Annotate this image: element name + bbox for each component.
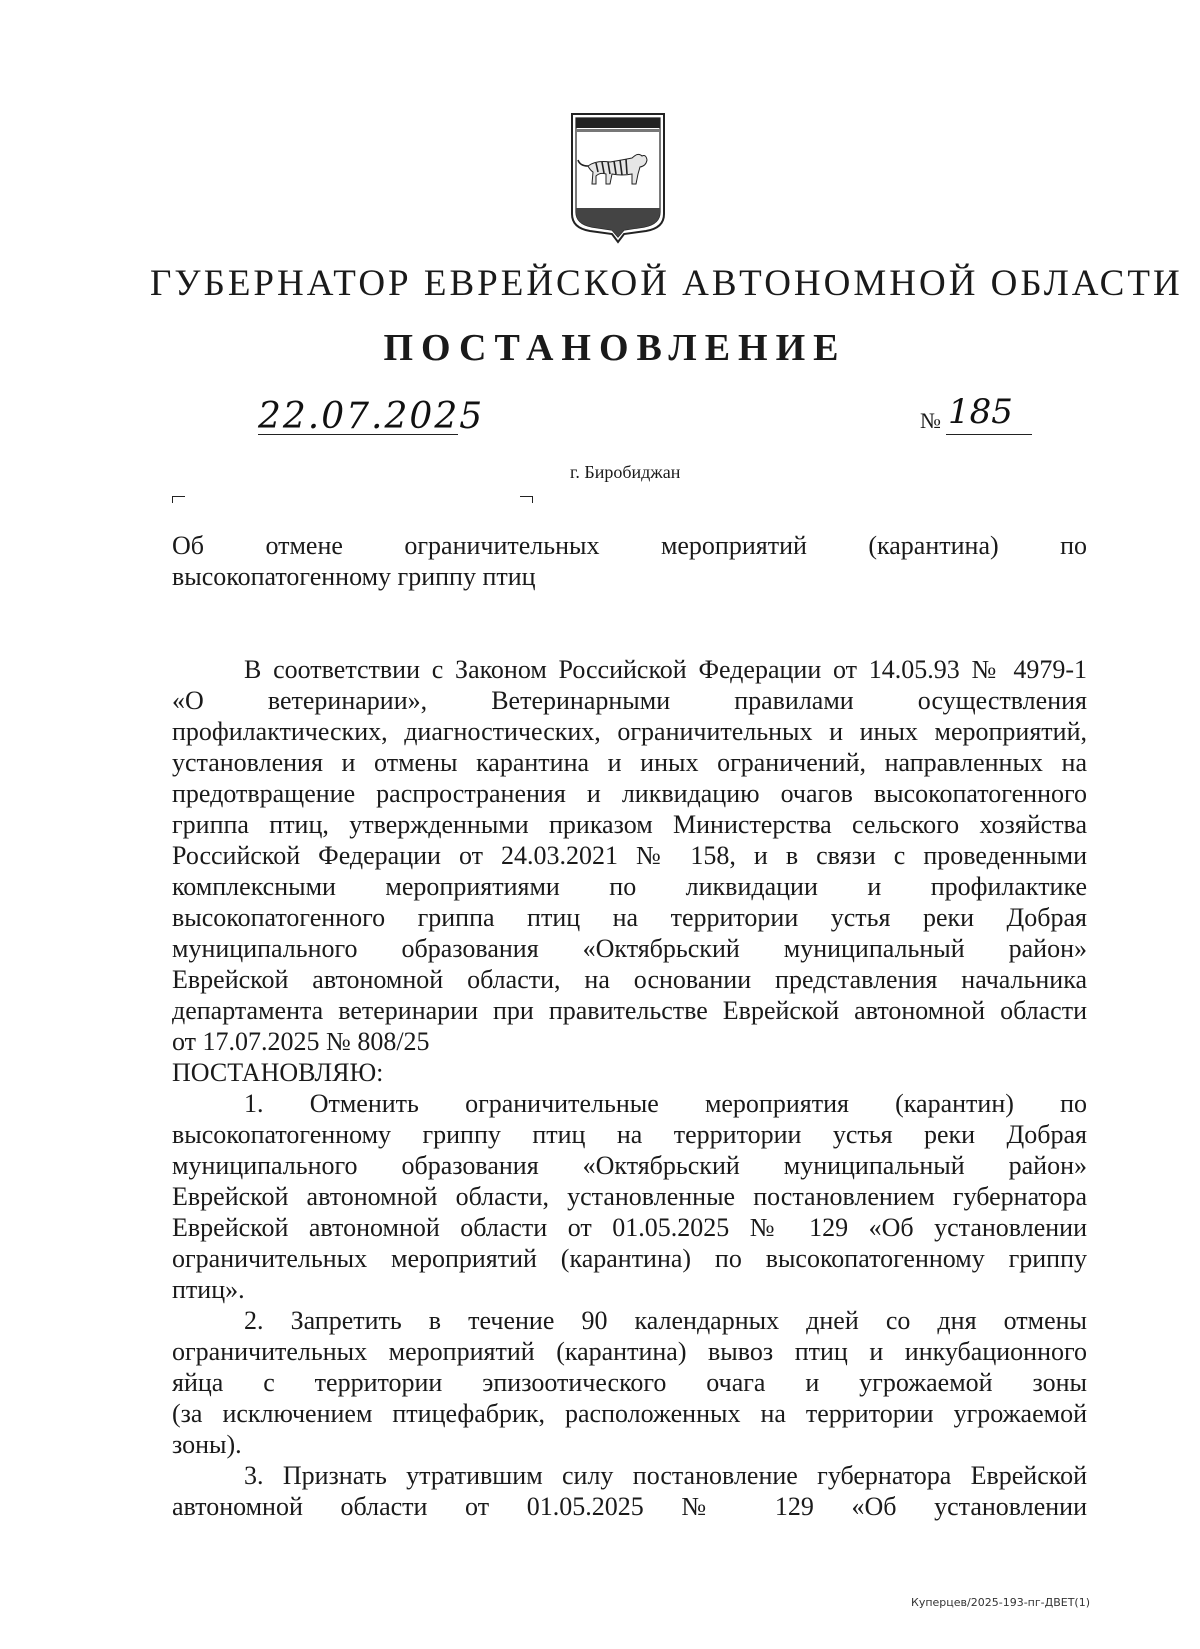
body-line: установления и отмены карантина и иных ограничений, направленных на	[172, 748, 1087, 777]
clause-1-line: 1. Отменить ограничительные мероприятия (карантин) по	[244, 1089, 1087, 1118]
subject-line: Об отмене ограничительных мероприятий (карантина) по	[172, 531, 1087, 560]
clause-2-line: (за исключением птицефабрик, расположенных на территории угрожаемой	[172, 1399, 1087, 1428]
clause-2-line: яйца с территории эпизоотического очага и угрожаемой зоны	[172, 1368, 1087, 1397]
document-number: 185	[948, 392, 1013, 432]
resolution-heading: ПОСТАНОВЛЯЮ:	[172, 1058, 384, 1087]
body-line: Российской Федерации от 24.03.2021 № 158, и в связи с проведенными	[172, 841, 1087, 870]
body-line: профилактических, диагностических, ограничительных и иных мероприятий,	[172, 717, 1087, 746]
clause-1-line: муниципального образования «Октябрьский муниципальный район»	[172, 1151, 1087, 1180]
body-line: высокопатогенного гриппа птиц на территории устья реки Добрая	[172, 903, 1087, 932]
body-line: Еврейской автономной области, на основании представления начальника	[172, 965, 1087, 994]
subject-line: высокопатогенному гриппу птиц	[172, 562, 536, 591]
clause-3-line: автономной области от 01.05.2025 № 129 «Об установлении	[172, 1492, 1087, 1521]
clause-3-line: 3. Признать утратившим силу постановление губернатора Еврейской	[244, 1461, 1087, 1490]
clause-2-line: 2. Запретить в течение 90 календарных дней со дня отмены	[244, 1306, 1087, 1335]
body-line: «О ветеринарии», Ветеринарными правилами осуществления	[172, 686, 1087, 715]
issuing-authority: ГУБЕРНАТОР ЕВРЕЙСКОЙ АВТОНОМНОЙ ОБЛАСТИ	[150, 263, 1183, 304]
body-line: предотвращение распространения и ликвидацию очагов высокопатогенного	[172, 779, 1087, 808]
body-line: муниципального образования «Октябрьский муниципальный район»	[172, 934, 1087, 963]
body-line: В соответствии с Законом Российской Федерации от 14.05.93 № 4979-1	[244, 655, 1087, 684]
coat-of-arms-tiger-icon	[566, 110, 670, 246]
clause-2-line: ограничительных мероприятий (карантина) вывоз птиц и инкубационного	[172, 1337, 1087, 1366]
clause-1-line: ограничительных мероприятий (карантина) по высокопатогенному гриппу	[172, 1244, 1087, 1273]
body-line: от 17.07.2025 № 808/25	[172, 1027, 430, 1056]
body-line: департамента ветеринарии при правительстве Еврейской автономной области	[172, 996, 1087, 1025]
date-underline	[258, 434, 458, 435]
clause-2-line: зоны).	[172, 1430, 242, 1459]
document-date: 22.07.2025	[258, 396, 485, 437]
subject-corner-mark-right	[520, 496, 533, 503]
clause-1-line: Еврейской автономной области, установленные постановлением губернатора	[172, 1182, 1087, 1211]
issuing-city: г. Биробиджан	[570, 462, 681, 482]
clause-1-line: Еврейской автономной области от 01.05.2025 № 129 «Об установлении	[172, 1213, 1087, 1242]
body-line: гриппа птиц, утвержденными приказом Министерства сельского хозяйства	[172, 810, 1087, 839]
clause-1-line: птиц».	[172, 1275, 245, 1304]
subject-corner-mark-left	[172, 496, 185, 503]
document-reference-code: Куперцев/2025-193-пг-ДВЕТ(1)	[911, 1596, 1090, 1609]
document-type-title: ПОСТАНОВЛЕНИЕ	[383, 327, 847, 369]
body-line: комплексными мероприятиями по ликвидации и профилактике	[172, 872, 1087, 901]
number-underline	[946, 434, 1032, 435]
clause-1-line: высокопатогенному гриппу птиц на территории устья реки Добрая	[172, 1120, 1087, 1149]
document-body	[172, 654, 1087, 1522]
number-sign: №	[920, 408, 941, 433]
document-subject	[172, 530, 1087, 592]
